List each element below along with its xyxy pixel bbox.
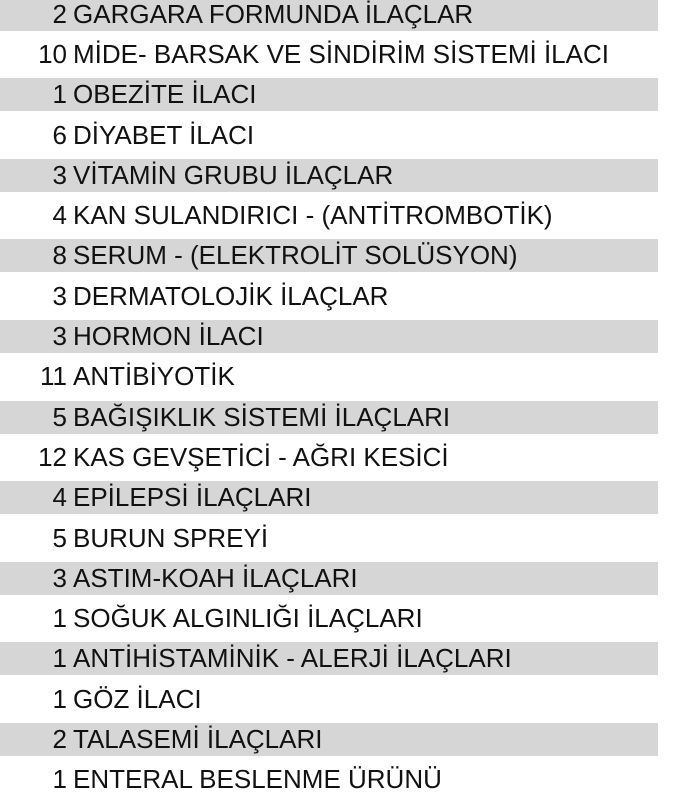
item-count: 8 bbox=[52, 240, 67, 271]
list-item bbox=[0, 760, 700, 800]
list-item bbox=[0, 276, 700, 316]
item-label: KAN SULANDIRICI - (ANTİTROMBOTİK) bbox=[73, 200, 553, 231]
item-label: SERUM - (ELEKTROLİT SOLÜSYON) bbox=[73, 240, 518, 271]
item-label: ENTERAL BESLENME ÜRÜNÜ bbox=[73, 764, 442, 795]
item-count: 1 bbox=[52, 643, 67, 674]
item-count: 3 bbox=[52, 280, 67, 311]
item-count: 11 bbox=[40, 361, 67, 392]
list-item bbox=[0, 0, 700, 34]
item-label: HORMON İLACI bbox=[73, 321, 264, 352]
item-label: TALASEMİ İLAÇLARI bbox=[73, 723, 323, 754]
item-count: 3 bbox=[52, 159, 67, 190]
item-label: GARGARA FORMUNDA İLAÇLAR bbox=[73, 0, 474, 29]
item-count: 3 bbox=[52, 321, 67, 352]
list-item bbox=[0, 316, 700, 356]
list-item bbox=[0, 34, 700, 74]
item-label: ASTIM-KOAH İLAÇLARI bbox=[73, 562, 358, 593]
item-label: BURUN SPREYİ bbox=[73, 522, 269, 553]
item-count: 3 bbox=[52, 562, 67, 593]
item-count: 2 bbox=[52, 0, 67, 29]
item-count: 12 bbox=[38, 441, 67, 472]
item-count: 1 bbox=[52, 79, 67, 110]
list-item bbox=[0, 397, 700, 437]
list-item bbox=[0, 437, 700, 477]
list-item bbox=[0, 558, 700, 598]
list-item bbox=[0, 719, 700, 759]
list-item bbox=[0, 679, 700, 719]
item-count: 5 bbox=[52, 401, 67, 432]
item-count: 1 bbox=[52, 683, 67, 714]
item-label: DERMATOLOJİK İLAÇLAR bbox=[73, 280, 389, 311]
item-count: 4 bbox=[52, 482, 67, 513]
item-label: VİTAMİN GRUBU İLAÇLAR bbox=[73, 159, 394, 190]
item-label: BAĞIŞIKLIK SİSTEMİ İLAÇLARI bbox=[73, 401, 451, 432]
item-label: EPİLEPSİ İLAÇLARI bbox=[73, 482, 312, 513]
list-item bbox=[0, 598, 700, 638]
item-count: 2 bbox=[52, 723, 67, 754]
list-item bbox=[0, 639, 700, 679]
item-label: KAS GEVŞETİCİ - AĞRI KESİCİ bbox=[73, 441, 449, 472]
item-count: 5 bbox=[52, 522, 67, 553]
item-label: OBEZİTE İLACI bbox=[73, 79, 257, 110]
item-count: 10 bbox=[38, 38, 67, 69]
item-label: ANTİBİYOTİK bbox=[73, 361, 235, 392]
list-item bbox=[0, 115, 700, 155]
item-label: GÖZ İLACI bbox=[73, 683, 202, 714]
item-label: ANTİHİSTAMİNİK - ALERJİ İLAÇLARI bbox=[73, 643, 512, 674]
list-item bbox=[0, 75, 700, 115]
item-count: 4 bbox=[52, 200, 67, 231]
item-label: MİDE- BARSAK VE SİNDİRİM SİSTEMİ İLACI bbox=[73, 38, 609, 69]
item-label: DİYABET İLACI bbox=[73, 119, 255, 150]
list-item bbox=[0, 195, 700, 235]
list-item bbox=[0, 236, 700, 276]
item-count: 1 bbox=[52, 603, 67, 634]
list-item bbox=[0, 478, 700, 518]
item-count: 6 bbox=[52, 119, 67, 150]
item-label: SOĞUK ALGINLIĞI İLAÇLARI bbox=[73, 603, 423, 634]
list-item bbox=[0, 155, 700, 195]
list-item bbox=[0, 357, 700, 397]
list-item bbox=[0, 518, 700, 558]
item-count: 1 bbox=[52, 764, 67, 795]
